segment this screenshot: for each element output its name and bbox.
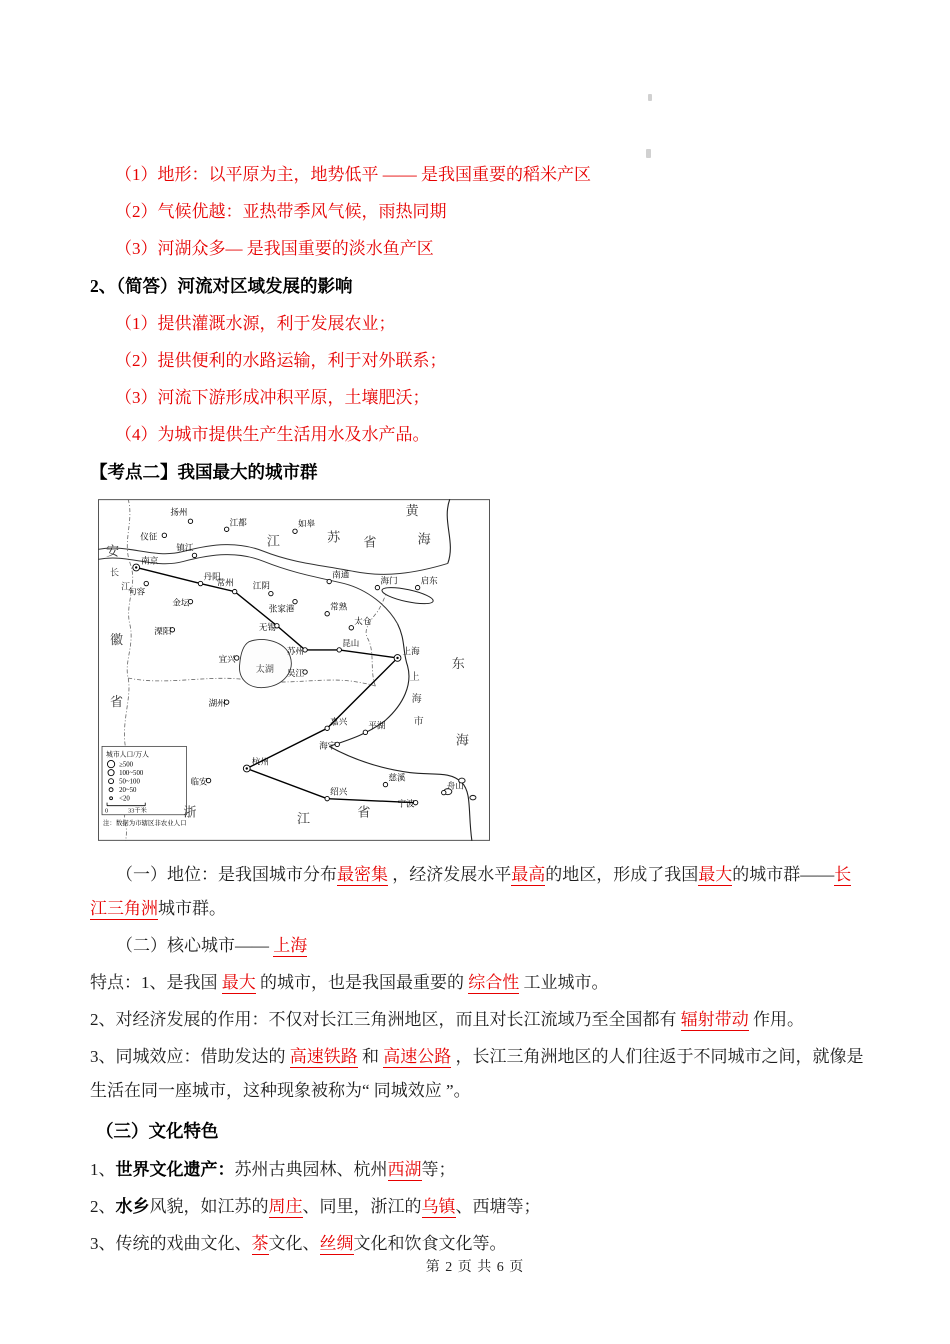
answer-blank: 周庄 <box>268 1197 303 1216</box>
map-region-label: 上 <box>409 672 420 684</box>
text-segment: 的地区，形成了我国 <box>545 865 699 884</box>
map-region-label: 市 <box>413 716 424 728</box>
legend-symbol <box>107 760 114 767</box>
map-figure <box>98 499 490 841</box>
svg-text:金坛: 金坛 <box>172 597 190 608</box>
map-region-label: 江 <box>297 810 311 826</box>
culture-item-heritage <box>90 1153 868 1187</box>
text-segment: 世界文化遗产： <box>115 1160 235 1179</box>
legend-symbol <box>108 770 114 776</box>
para-status <box>90 858 868 926</box>
map-region-label: 海 <box>417 531 431 547</box>
answer-blank: 上海 <box>273 936 308 955</box>
island <box>470 795 476 799</box>
svg-text:仪征: 仪征 <box>140 531 158 542</box>
text-segment: （二）核心城市—— <box>116 936 274 955</box>
answer-item-terrain: （1）地形：以平原为主，地势低平 —— 是我国重要的稻米产区 <box>115 165 591 184</box>
svg-text:苏州: 苏州 <box>286 645 305 656</box>
svg-text:太仓: 太仓 <box>354 615 372 626</box>
legend-symbol <box>110 797 113 800</box>
text-segment: 1、 <box>90 1160 116 1179</box>
text-segment: 水乡 <box>115 1197 150 1216</box>
svg-text:海门: 海门 <box>380 575 398 586</box>
svg-text:如皋: 如皋 <box>298 518 316 529</box>
svg-text:江都: 江都 <box>229 517 247 528</box>
svg-text:吴江: 吴江 <box>286 668 305 679</box>
map-region-label: 省 <box>363 534 377 550</box>
answer-blank: 综合性 <box>468 973 520 992</box>
yangtze-delta-map <box>98 499 490 846</box>
answer-item-climate: （2）气候优越：亚热带季风气候，雨热同期 <box>115 202 447 221</box>
svg-text:启东: 启东 <box>420 575 438 586</box>
text-segment: 等； <box>421 1160 456 1179</box>
answer-blank: 最密集 <box>337 865 388 884</box>
svg-text:嘉兴: 嘉兴 <box>330 716 348 727</box>
map-region-label: 黄 <box>405 503 419 519</box>
text-segment: ，长江三角洲地区的人们往返于不同城市之间，就像是生活在同一座城市，这种现象被称为“ 同城效应 ”。 <box>90 1047 864 1100</box>
page-content <box>90 156 868 1264</box>
scale-distance: 33千米 <box>128 807 147 815</box>
svg-text:常州: 常州 <box>216 577 234 588</box>
svg-text:溧阳: 溧阳 <box>154 625 172 636</box>
map-region-label: 江 <box>266 533 280 549</box>
answer-blank: 辐射带动 <box>680 1010 749 1029</box>
answer-blank: 丝绸 <box>319 1234 354 1253</box>
answer-blank: 西湖 <box>387 1160 422 1179</box>
svg-text:绍兴: 绍兴 <box>330 786 348 797</box>
map-region-label: 省 <box>110 694 124 710</box>
answer-blank: 高速铁路 <box>289 1047 358 1066</box>
svg-text:平湖: 平湖 <box>368 720 386 731</box>
legend-row-label: ≥500 <box>119 761 134 769</box>
text-segment: 的城市群—— <box>732 865 835 884</box>
legend-row-label: 50~100 <box>119 778 140 786</box>
text-segment: 文化和饮食文化等。 <box>353 1234 507 1253</box>
svg-text:杭州: 杭州 <box>251 756 269 767</box>
svg-text:舟山: 舟山 <box>446 780 464 791</box>
legend-row-label: 100~500 <box>119 770 144 778</box>
svg-text:慈溪: 慈溪 <box>388 772 406 783</box>
heading-river-impact: 2、（简答）河流对区域发展的影响 <box>90 276 353 296</box>
heading-kaodian2: 【考点二】我国最大的城市群 <box>90 462 318 482</box>
text-segment: 的城市，也是我国最重要的 <box>255 973 469 992</box>
text-segment: 、西塘等； <box>455 1197 541 1216</box>
answer-blank: 乌镇 <box>421 1197 456 1216</box>
answer-item-transport: （2）提供便利的水路运输，利于对外联系； <box>115 351 447 370</box>
answer-item-water: （4）为城市提供生产生活用水及水产品。 <box>115 425 430 444</box>
para-core-city <box>90 929 868 963</box>
text-segment: 和 <box>357 1047 384 1066</box>
text-segment: 2、 <box>90 1197 116 1216</box>
svg-text:南京: 南京 <box>141 555 159 566</box>
text-segment: 风貌，如江苏的 <box>149 1197 269 1216</box>
svg-text:常熟: 常熟 <box>330 601 348 612</box>
legend-symbol <box>109 788 113 792</box>
culture-item-watertown <box>90 1190 868 1224</box>
text-segment: 作用。 <box>748 1010 804 1029</box>
text-segment: 城市群。 <box>158 899 226 918</box>
text-segment: ，经济发展水平 <box>388 865 512 884</box>
legend-symbol <box>109 779 114 784</box>
page-footer: 第 2 页 共 6 页 <box>425 1260 525 1275</box>
map-region-label: 浙 <box>183 804 197 820</box>
svg-text:湖州: 湖州 <box>208 698 226 709</box>
svg-text:宜兴: 宜兴 <box>218 653 236 664</box>
map-region-label: 东 <box>451 655 465 671</box>
map-region-label: 安 <box>106 543 120 559</box>
legend-title: 城市人口/万人 <box>106 751 149 759</box>
answer-item-irrigation: （1）提供灌溉水源，利于发展农业； <box>115 314 396 333</box>
svg-text:临安: 临安 <box>190 776 208 787</box>
svg-text:张家港: 张家港 <box>268 603 295 614</box>
map-region-label: 徽 <box>110 631 124 647</box>
svg-text:无锡: 无锡 <box>258 621 276 632</box>
scale-zero: 0 <box>105 807 109 815</box>
map-region-label: 苏 <box>327 529 341 545</box>
text-segment: 苏州古典园林、杭州 <box>234 1160 388 1179</box>
map-region-label: 海 <box>411 694 422 706</box>
svg-text:宁波: 宁波 <box>397 798 415 809</box>
text-segment: 特点：1、是我国 <box>90 973 222 992</box>
map-region-label: 海 <box>455 732 469 748</box>
answer-item-plain: （3）河流下游形成冲积平原，土壤肥沃； <box>115 388 430 407</box>
svg-text:昆山: 昆山 <box>342 637 360 648</box>
answer-blank: 最大 <box>698 865 733 884</box>
text-segment: 、同里，浙江的 <box>302 1197 422 1216</box>
answer-blank: 最大 <box>221 973 256 992</box>
svg-text:南通: 南通 <box>332 569 350 580</box>
map-region-label: 省 <box>357 804 371 820</box>
para-feature-3 <box>90 1040 868 1108</box>
map-legend <box>102 746 186 826</box>
para-feature-1 <box>90 966 868 1000</box>
stray-mark <box>648 94 652 101</box>
answer-blank: 长江三角洲 <box>90 865 852 918</box>
answer-item-lakes: （3）河湖众多— 是我国重要的淡水鱼产区 <box>115 239 434 258</box>
text-segment: 3、同城效应：借助发达的 <box>90 1047 290 1066</box>
text-segment: 3、传统的戏曲文化、 <box>90 1234 252 1253</box>
svg-text:镇江: 镇江 <box>176 542 194 553</box>
text-segment: 2、对经济发展的作用：不仅对长江三角洲地区，而且对长江流域乃至全国都有 <box>90 1010 681 1029</box>
text-segment: 文化、 <box>268 1234 320 1253</box>
map-region-label: 太湖 <box>255 664 274 675</box>
svg-text:江阴: 江阴 <box>252 580 270 591</box>
answer-blank: 高速公路 <box>383 1047 452 1066</box>
map-region-label: 江 <box>121 581 131 592</box>
svg-text:丹阳: 丹阳 <box>203 571 221 582</box>
svg-text:海宁: 海宁 <box>319 740 337 751</box>
legend-note: 注：数据为市辖区非农业人口 <box>103 819 187 827</box>
para-feature-2 <box>90 1003 868 1037</box>
map-region-label: 长 <box>110 567 120 578</box>
legend-row-label: 20~50 <box>119 787 137 795</box>
svg-text:上海: 上海 <box>402 645 420 656</box>
answer-blank: 最高 <box>511 865 546 884</box>
heading-culture: （三）文化特色 <box>96 1121 219 1141</box>
legend-row-label: <20 <box>119 795 130 803</box>
text-segment: （一）地位：是我国城市分布 <box>116 865 337 884</box>
svg-text:句容: 句容 <box>128 586 146 597</box>
text-segment: 工业城市。 <box>519 973 609 992</box>
svg-text:扬州: 扬州 <box>170 507 188 518</box>
answer-blank: 茶 <box>251 1234 269 1253</box>
